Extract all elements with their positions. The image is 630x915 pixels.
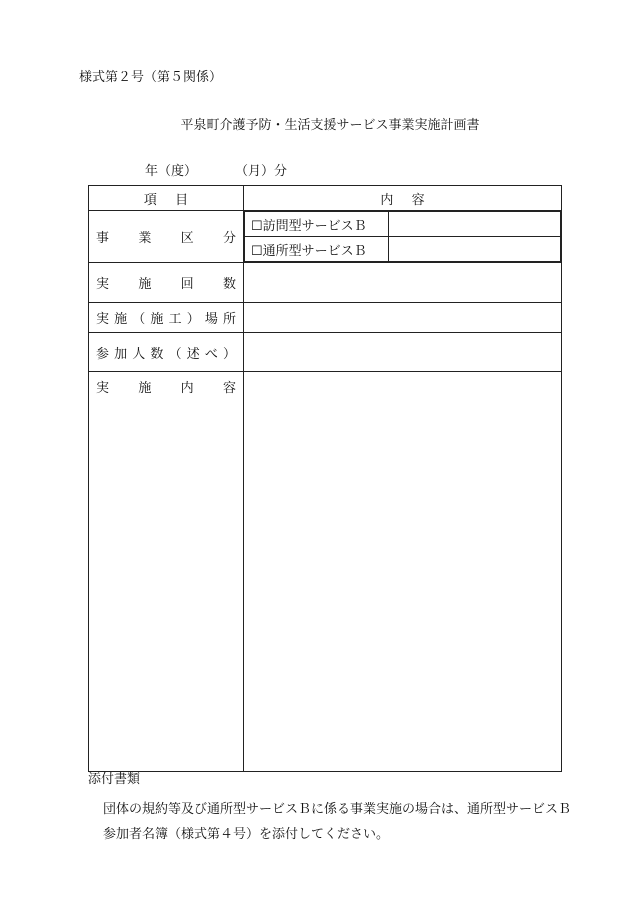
option-visit-blank: [389, 212, 561, 237]
row-business-category: [89, 211, 562, 263]
implementation-place-field[interactable]: [244, 303, 562, 333]
label-participants: 参加人数（述べ）: [89, 333, 244, 372]
row-participants: [89, 333, 562, 372]
plan-table: [88, 185, 562, 772]
form-number: 様式第２号（第５関係）: [79, 70, 223, 85]
option-visit-service-b[interactable]: ☐訪問型サービスＢ: [245, 212, 389, 237]
attachments-heading: 添付書類: [88, 772, 141, 787]
business-category-options: [244, 211, 561, 262]
label-implementation-place: 実施（施工）場所: [89, 303, 244, 333]
month-label: （月）分: [235, 164, 288, 179]
business-category-cell: [244, 211, 562, 263]
document-title: 平泉町介護予防・生活支援サービス事業実施計画書: [180, 118, 480, 133]
label-implementation-content: 実施内容: [89, 372, 244, 772]
implementation-count-field[interactable]: [244, 263, 562, 303]
year-label: 年（度）: [145, 164, 198, 179]
attachments-note: 団体の規約等及び通所型サービスＢに係る事業実施の場合は、通所型サービスＢ参加者名簿（様式第４号）を添付してください。: [103, 802, 572, 842]
table-header-row: [89, 186, 562, 211]
row-implementation-content: [89, 372, 562, 772]
row-implementation-place: [89, 303, 562, 333]
implementation-content-field[interactable]: [244, 372, 562, 772]
row-implementation-count: [89, 263, 562, 303]
label-implementation-count: 実施回数: [89, 263, 244, 303]
participants-field[interactable]: [244, 333, 562, 372]
header-item: 項目: [89, 186, 244, 211]
label-business-category: 事業区分: [89, 211, 244, 263]
option-daycare-blank: [389, 237, 561, 262]
header-content: 内容: [244, 186, 562, 211]
option-daycare-service-b[interactable]: ☐通所型サービスＢ: [245, 237, 389, 262]
